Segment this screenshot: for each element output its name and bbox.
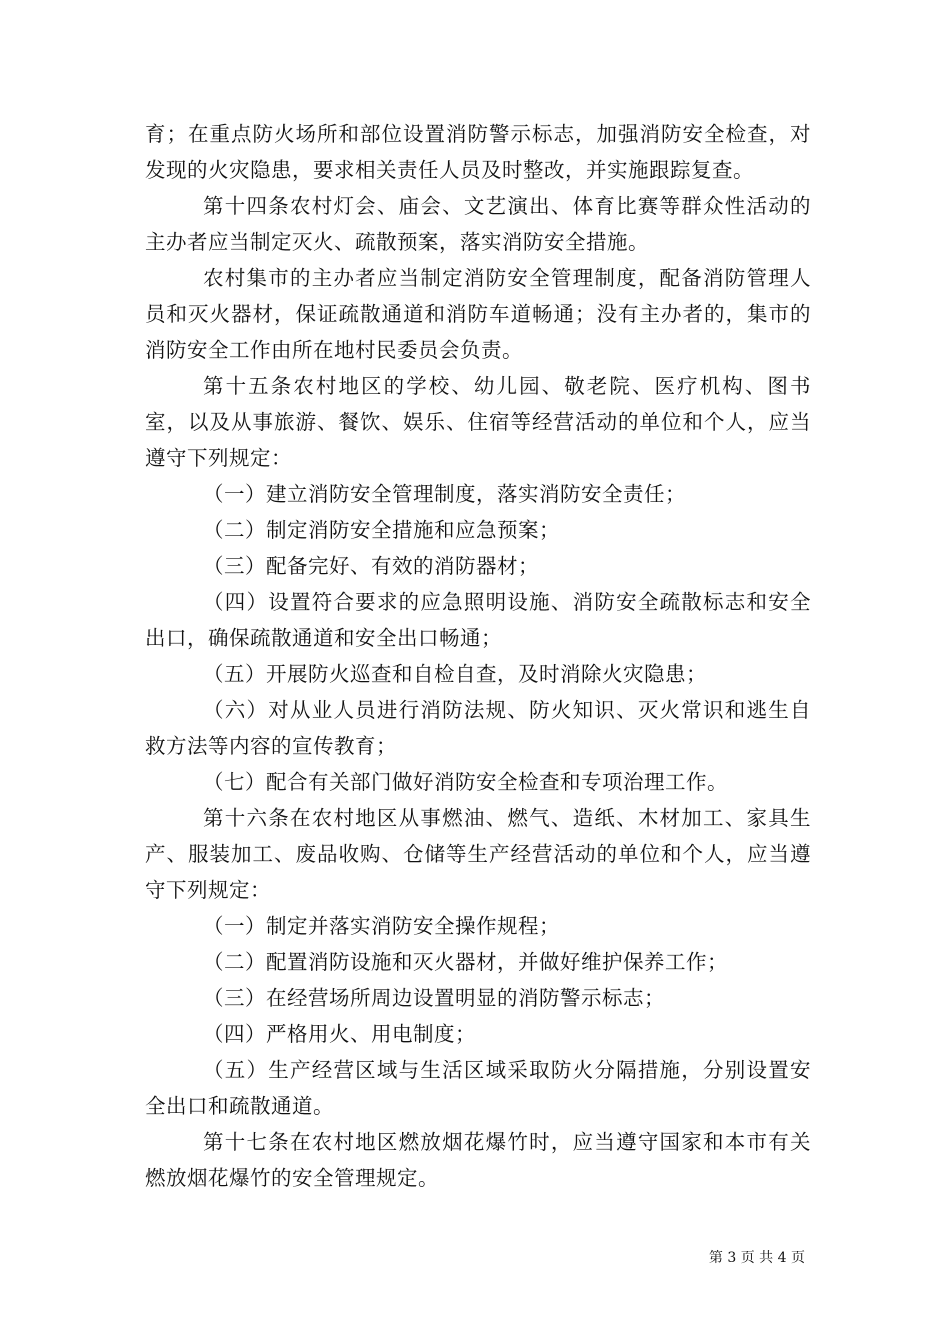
list-item: （一）制定并落实消防安全操作规程； <box>203 914 560 938</box>
page-number-footer: 第 3 页 共 4 页 <box>708 1250 805 1266</box>
paragraph: 第十五条农村地区的学校、幼儿园、敬老院、医疗机构、图书室，以及从事旅游、餐饮、娱乐、住宿等经营活动的单位和个人，应当遵守下列规定： <box>145 374 811 470</box>
list-item: （一）建立消防安全管理制度，落实消防安全责任； <box>203 482 686 506</box>
paragraph: 育；在重点防火场所和部位设置消防警示标志，加强消防安全检查，对发现的火灾隐患，要求相关责任人员及时整改，并实施跟踪复查。 <box>145 122 811 182</box>
list-item: （四）严格用火、用电制度； <box>203 1022 476 1046</box>
list-item: （二）制定消防安全措施和应急预案； <box>203 518 560 542</box>
paragraph: 第十四条农村灯会、庙会、文艺演出、体育比赛等群众性活动的主办者应当制定灭火、疏散预案，落实消防安全措施。 <box>145 194 811 254</box>
paragraph: 第十六条在农村地区从事燃油、燃气、造纸、木材加工、家具生产、服装加工、废品收购、仓储等生产经营活动的单位和个人，应当遵守下列规定： <box>145 806 811 902</box>
paragraph: 农村集市的主办者应当制定消防安全管理制度，配备消防管理人员和灭火器材，保证疏散通道和消防车道畅通；没有主办者的，集市的消防安全工作由所在地村民委员会负责。 <box>145 266 811 362</box>
list-item: （五）生产经营区域与生活区域采取防火分隔措施，分别设置安全出口和疏散通道。 <box>145 1058 811 1118</box>
list-item: （二）配置消防设施和灭火器材，并做好维护保养工作； <box>203 950 728 974</box>
document-body <box>145 116 811 1196</box>
list-item: （三）在经营场所周边设置明显的消防警示标志； <box>203 986 665 1010</box>
list-item: （六）对从业人员进行消防法规、防火知识、灭火常识和逃生自救方法等内容的宣传教育； <box>145 698 811 758</box>
list-item: （四）设置符合要求的应急照明设施、消防安全疏散标志和安全出口，确保疏散通道和安全出口畅通； <box>145 590 811 650</box>
list-item: （三）配备完好、有效的消防器材； <box>203 554 539 578</box>
list-item: （五）开展防火巡查和自检自查，及时消除火灾隐患； <box>203 662 707 686</box>
paragraph: 第十七条在农村地区燃放烟花爆竹时，应当遵守国家和本市有关燃放烟花爆竹的安全管理规定。 <box>145 1130 811 1190</box>
list-item: （七）配合有关部门做好消防安全检查和专项治理工作。 <box>203 770 728 794</box>
